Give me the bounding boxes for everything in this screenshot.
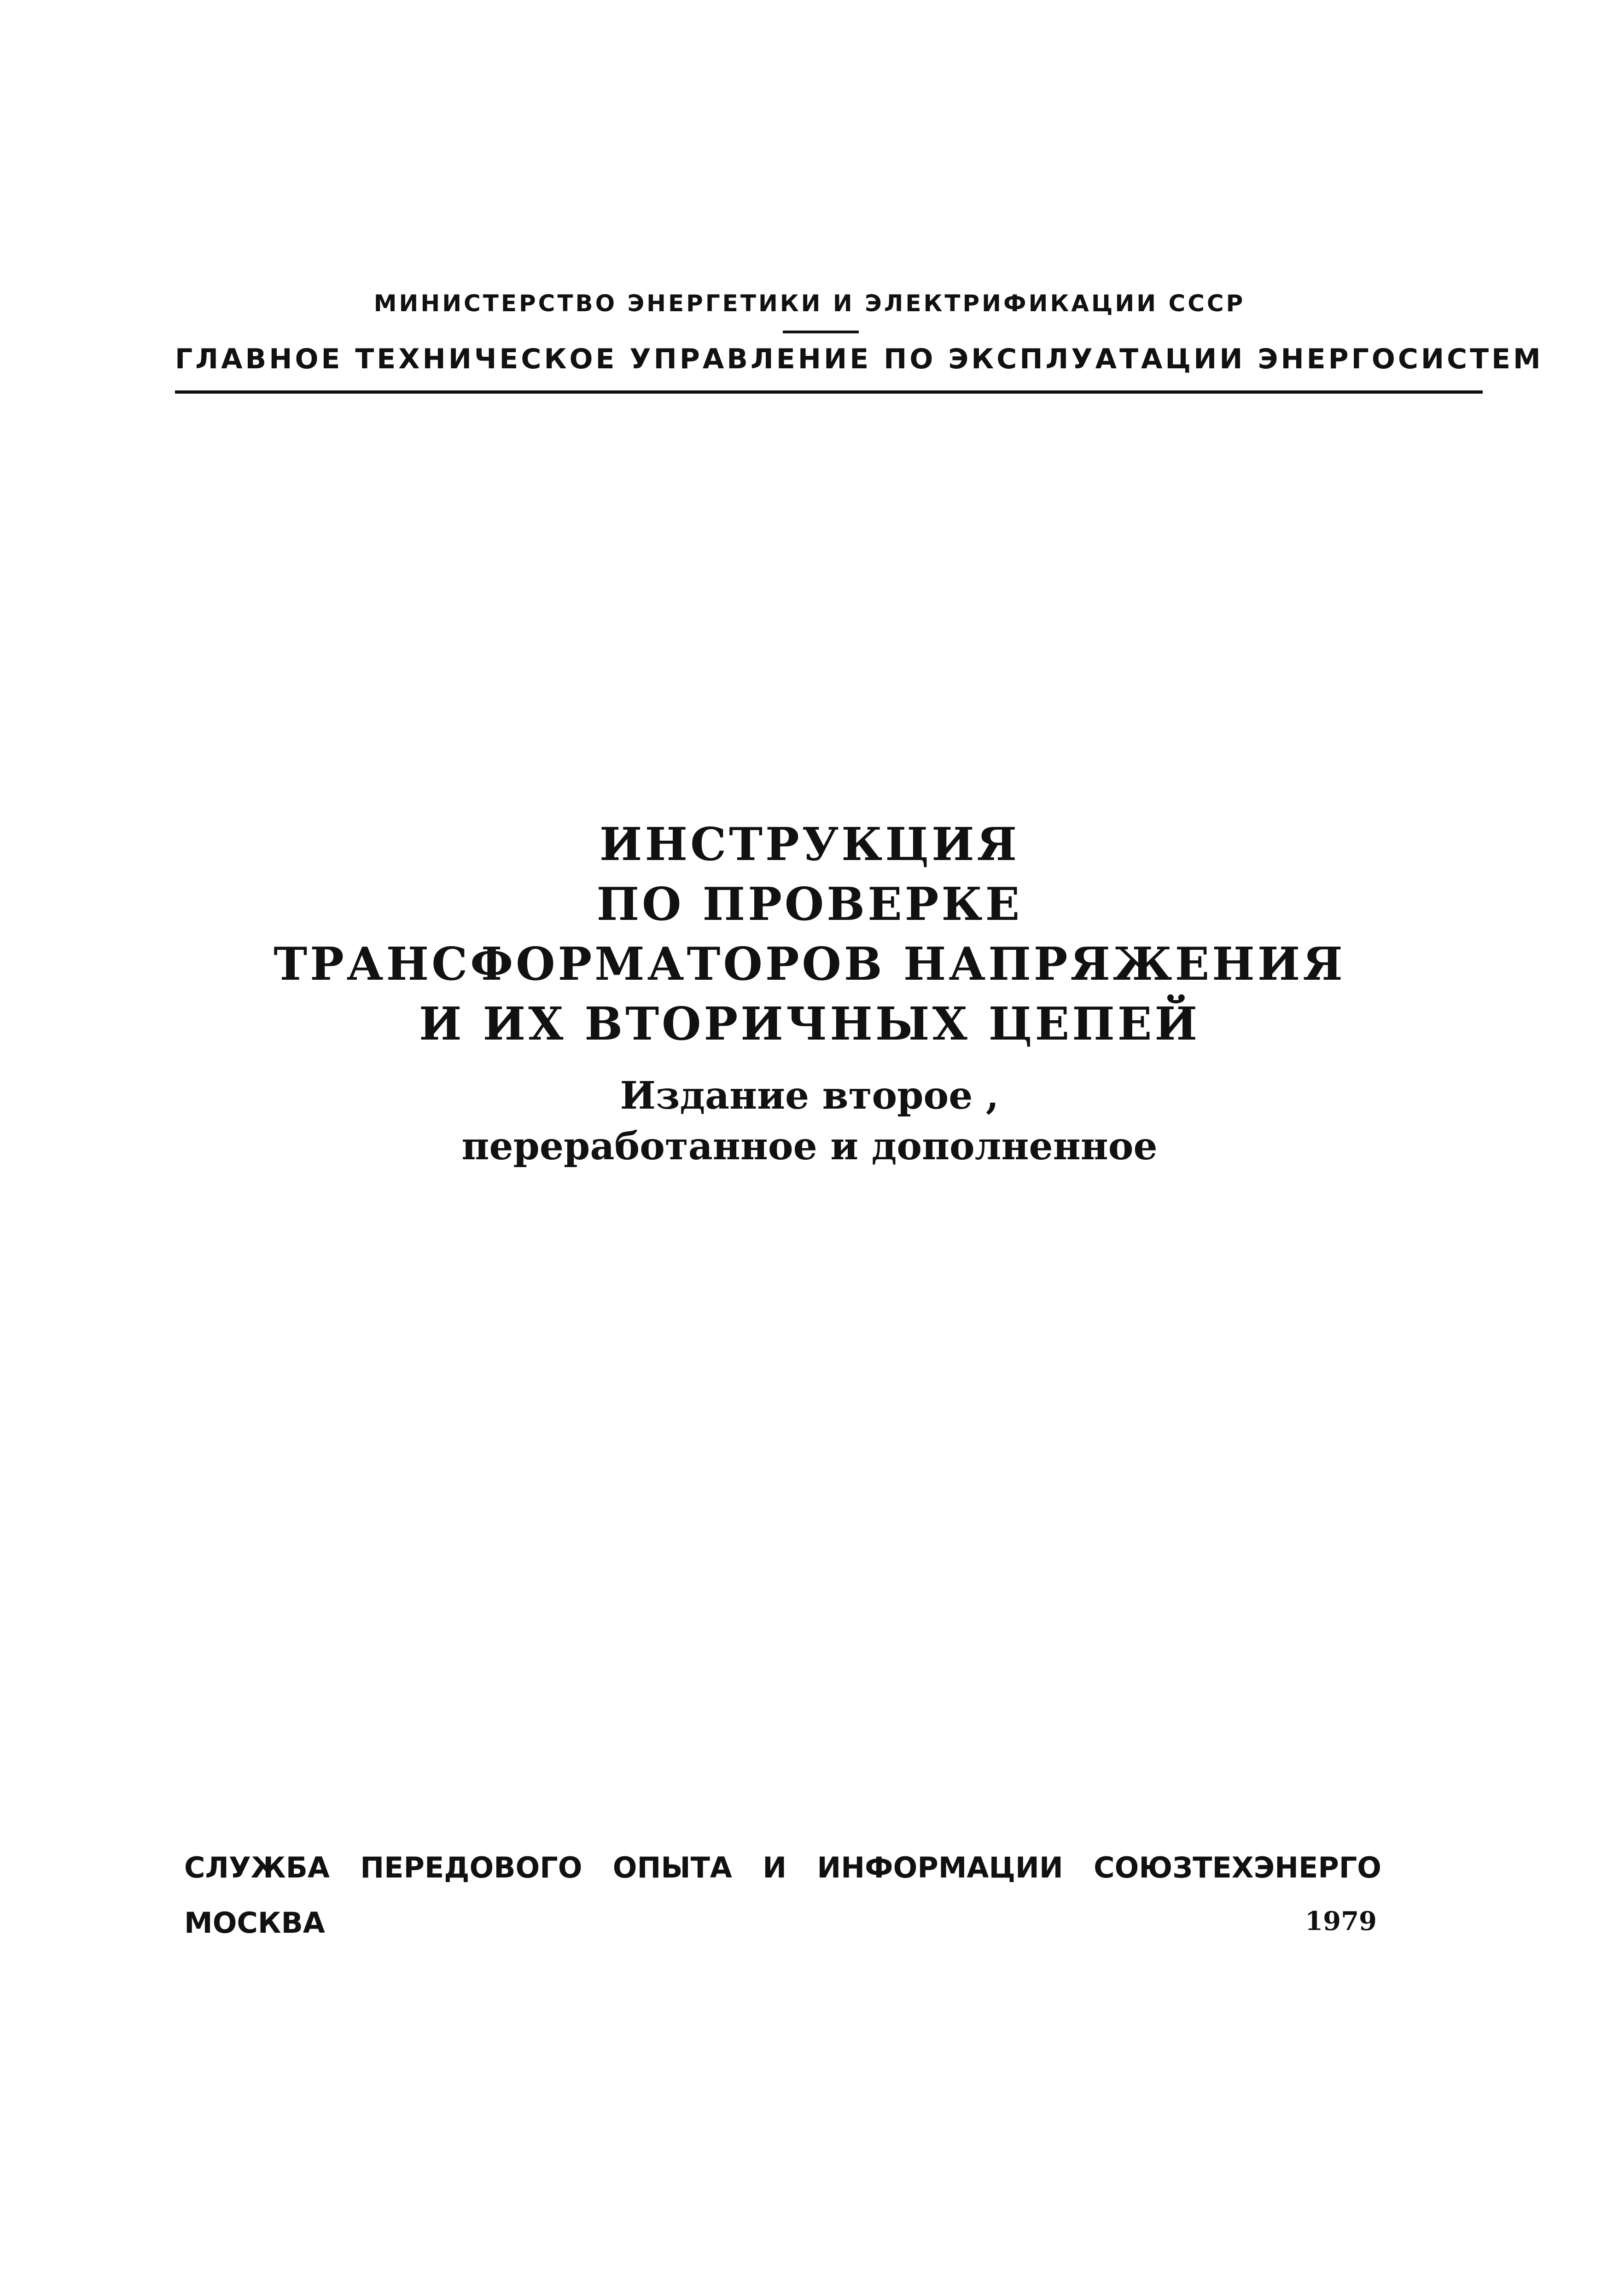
directorate-name: ГЛАВНОЕ ТЕХНИЧЕСКОЕ УПРАВЛЕНИЕ ПО ЭКСПЛУАТАЦИИ ЭНЕРГОСИСТЕМ: [175, 343, 1543, 375]
publisher-name: [184, 1851, 1381, 1884]
publisher-word: ОПЫТА: [612, 1851, 732, 1884]
header-rule: [175, 390, 1483, 394]
publisher-word: СЛУЖБА: [184, 1851, 330, 1884]
publication-city: МОСКВА: [184, 1906, 325, 1940]
title-line: ПО ПРОВЕРКЕ: [596, 878, 1023, 931]
publisher-word: ПЕРЕДОВОГО: [360, 1851, 582, 1884]
edition-line: переработанное и дополненное: [461, 1124, 1158, 1168]
document-title: [0, 815, 1619, 1054]
publisher-word: СОЮЗТЕХЭНЕРГО: [1094, 1851, 1381, 1884]
publisher-word: ИНФОРМАЦИИ: [817, 1851, 1063, 1884]
title-line: ТРАНСФОРМАТОРОВ НАПРЯЖЕНИЯ: [274, 938, 1345, 991]
title-line: И ИХ ВТОРИЧНЫХ ЦЕПЕЙ: [419, 998, 1200, 1051]
publisher-word: И: [763, 1851, 787, 1884]
publication-year: 1979: [1305, 1906, 1377, 1936]
edition-line: Издание второе ,: [620, 1074, 999, 1118]
imprint: [184, 1906, 1381, 1940]
ministry-underline: [783, 331, 859, 333]
edition-note: [0, 1070, 1619, 1172]
ministry-name: МИНИСТЕРСТВО ЭНЕРГЕТИКИ И ЭЛЕКТРИФИКАЦИИ СССР: [373, 290, 1246, 317]
title-line: ИНСТРУКЦИЯ: [599, 818, 1020, 871]
